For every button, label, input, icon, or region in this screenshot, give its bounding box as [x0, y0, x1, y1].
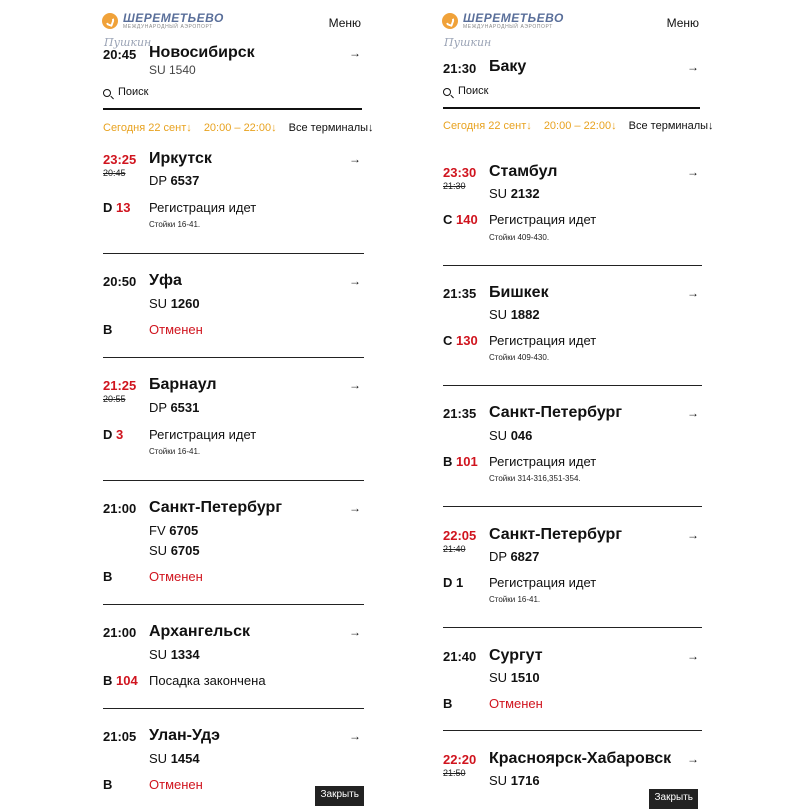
flight-time: 23:30 — [443, 165, 477, 180]
divider — [443, 506, 702, 507]
flight-destination: Улан-Удэ — [149, 727, 220, 744]
divider — [443, 627, 702, 628]
logo-name: ШЕРЕМЕТЬЕВО — [123, 11, 224, 25]
terminal-filter[interactable]: Все терминалы↓ — [628, 120, 714, 132]
flight-code: SU 1882 — [489, 307, 540, 322]
original-time: 21:50 — [443, 768, 466, 778]
divider — [443, 730, 702, 731]
search-placeholder: Поиск — [458, 85, 489, 97]
flight-status: Регистрация идет — [489, 454, 597, 469]
flight-destination: Новосибирск — [149, 44, 255, 61]
original-time: 20:55 — [103, 394, 126, 404]
flight-time: 21:25 — [103, 378, 137, 393]
logo-subtitle: МЕЖДУНАРОДНЫЙ АЭРОПОРТ — [123, 24, 213, 30]
arrow-right-icon: → — [687, 60, 699, 74]
arrow-right-icon: → — [687, 752, 699, 766]
flight-code: SU 1510 — [489, 670, 540, 685]
logo-subtitle: МЕЖДУНАРОДНЫЙ АЭРОПОРТ — [463, 24, 553, 30]
gate: B — [103, 777, 113, 792]
divider — [103, 708, 364, 709]
flight-code: DP 6531 — [149, 400, 200, 415]
search-icon — [103, 89, 111, 97]
flight-status: Регистрация идет — [489, 333, 597, 348]
flight-destination: Уфа — [149, 272, 182, 289]
flight-status: Отменен — [149, 569, 203, 584]
flight-destination: Санкт-Петербург — [489, 526, 622, 543]
time-filter[interactable]: 20:00 – 22:00↓ — [543, 120, 617, 132]
arrow-right-icon: → — [349, 46, 361, 60]
flight-time: 22:20 — [443, 752, 477, 767]
gate: D 1 — [443, 575, 464, 590]
gate: B 104 — [103, 673, 138, 688]
divider — [443, 265, 702, 266]
flight-time: 21:30 — [443, 61, 477, 76]
flight-row[interactable] — [103, 274, 361, 344]
flight-code: SU 046 — [489, 428, 533, 443]
flight-code: SU 1716 — [489, 773, 540, 788]
flight-code: FV 6705 — [149, 523, 199, 538]
checkin-counters: Стойки 409-430. — [489, 233, 550, 242]
flight-destination: Барнаул — [149, 376, 217, 393]
arrow-right-icon: → — [349, 501, 361, 515]
checkin-counters: Стойки 409-430. — [489, 353, 550, 362]
menu-button[interactable]: Меню — [328, 16, 361, 30]
flight-code: SU 2132 — [489, 186, 540, 201]
flight-status: Регистрация идет — [149, 427, 257, 442]
divider — [103, 604, 364, 605]
date-filter[interactable]: Сегодня 22 сент↓ — [443, 120, 532, 132]
flight-destination: Баку — [489, 58, 527, 75]
flight-status: Отменен — [489, 696, 543, 711]
search-placeholder: Поиск — [118, 86, 149, 98]
arrow-right-icon: → — [349, 378, 361, 392]
flight-time: 22:05 — [443, 528, 477, 543]
flight-time: 21:00 — [103, 625, 137, 640]
flight-time: 21:35 — [443, 406, 477, 421]
arrow-right-icon: → — [349, 625, 361, 639]
flight-time: 23:25 — [103, 152, 137, 167]
checkin-counters: Стойки 16-41. — [149, 220, 201, 229]
checkin-counters: Стойки 16-41. — [149, 447, 201, 456]
flight-destination: Санкт-Петербург — [489, 404, 622, 421]
flight-board-left — [100, 0, 374, 800]
logo-icon — [102, 13, 118, 29]
search-input[interactable] — [103, 86, 362, 110]
checkin-counters: Стойки 16-41. — [489, 595, 541, 604]
arrow-right-icon: → — [349, 274, 361, 288]
arrow-right-icon: → — [687, 649, 699, 663]
arrow-right-icon: → — [349, 729, 361, 743]
airport-logo[interactable] — [102, 12, 224, 30]
flight-code: SU 1260 — [149, 296, 200, 311]
close-button[interactable]: Закрыть — [649, 789, 698, 809]
divider — [103, 480, 364, 481]
flight-status: Отменен — [149, 322, 203, 337]
gate: D 13 — [103, 200, 131, 215]
pushkin-signature: Пушкин — [104, 36, 152, 49]
date-filter[interactable]: Сегодня 22 сент↓ — [103, 122, 192, 134]
pushkin-signature: Пушкин — [444, 36, 492, 49]
filter-bar — [103, 122, 374, 134]
gate: C 140 — [443, 212, 478, 227]
flight-code: SU 1334 — [149, 647, 200, 662]
flight-code: SU 1540 — [149, 63, 196, 77]
flight-status: Посадка закончена — [149, 673, 266, 688]
flight-row[interactable] — [103, 378, 361, 468]
terminal-filter[interactable]: Все терминалы↓ — [288, 122, 374, 134]
flight-board-right — [440, 0, 714, 803]
flight-row[interactable] — [443, 165, 699, 255]
divider — [103, 357, 364, 358]
original-time: 21:30 — [443, 181, 466, 191]
flight-code: SU 6705 — [149, 543, 200, 558]
gate: D 3 — [103, 427, 124, 442]
arrow-right-icon: → — [687, 286, 699, 300]
flight-row[interactable] — [443, 286, 699, 371]
logo-name: ШЕРЕМЕТЬЕВО — [463, 11, 564, 25]
flight-destination: Сургут — [489, 647, 543, 664]
menu-button[interactable]: Меню — [666, 16, 699, 30]
flight-row[interactable] — [443, 406, 699, 491]
flight-status: Отменен — [149, 777, 203, 792]
flight-row[interactable] — [103, 501, 361, 596]
flight-status: Регистрация идет — [489, 212, 597, 227]
gate: B — [103, 569, 113, 584]
flight-destination: Стамбул — [489, 163, 558, 180]
arrow-right-icon: → — [349, 152, 361, 166]
search-input[interactable] — [443, 85, 700, 109]
airport-logo[interactable] — [442, 12, 564, 30]
original-time: 21:40 — [443, 544, 466, 554]
flight-row[interactable] — [443, 649, 699, 719]
flight-time: 21:00 — [103, 501, 137, 516]
gate: B 101 — [443, 454, 478, 469]
flight-time: 21:40 — [443, 649, 477, 664]
flight-code: DP 6827 — [489, 549, 540, 564]
gate: B — [103, 322, 113, 337]
flight-code: SU 1454 — [149, 751, 200, 766]
arrow-right-icon: → — [687, 165, 699, 179]
search-icon — [443, 88, 451, 96]
checkin-counters: Стойки 314-316,351-354. — [489, 474, 581, 483]
sticky-flight-row[interactable] — [103, 41, 361, 77]
flight-code: DP 6537 — [149, 173, 200, 188]
flight-time: 20:50 — [103, 274, 137, 289]
time-filter[interactable]: 20:00 – 22:00↓ — [203, 122, 277, 134]
sticky-flight-row[interactable] — [443, 56, 699, 76]
logo-icon — [442, 13, 458, 29]
flight-time: 20:45 — [103, 47, 137, 62]
filter-bar — [443, 120, 714, 132]
divider — [103, 253, 364, 254]
arrow-right-icon: → — [687, 528, 699, 542]
flight-destination: Санкт-Петербург — [149, 499, 282, 516]
flight-row[interactable] — [103, 152, 361, 242]
flight-row[interactable] — [103, 625, 361, 695]
flight-destination: Иркутск — [149, 150, 212, 167]
flight-destination: Бишкек — [489, 284, 549, 301]
original-time: 20:45 — [103, 168, 126, 178]
flight-row[interactable] — [443, 528, 699, 613]
flight-destination: Красноярск-Хабаровск — [489, 750, 672, 767]
flight-status: Регистрация идет — [489, 575, 597, 590]
divider — [443, 385, 702, 386]
flight-time: 21:35 — [443, 286, 477, 301]
close-button[interactable]: Закрыть — [315, 786, 364, 806]
flight-status: Регистрация идет — [149, 200, 257, 215]
gate: C 130 — [443, 333, 478, 348]
flight-destination: Архангельск — [149, 623, 251, 640]
arrow-right-icon: → — [687, 406, 699, 420]
gate: B — [443, 696, 453, 711]
flight-time: 21:05 — [103, 729, 137, 744]
